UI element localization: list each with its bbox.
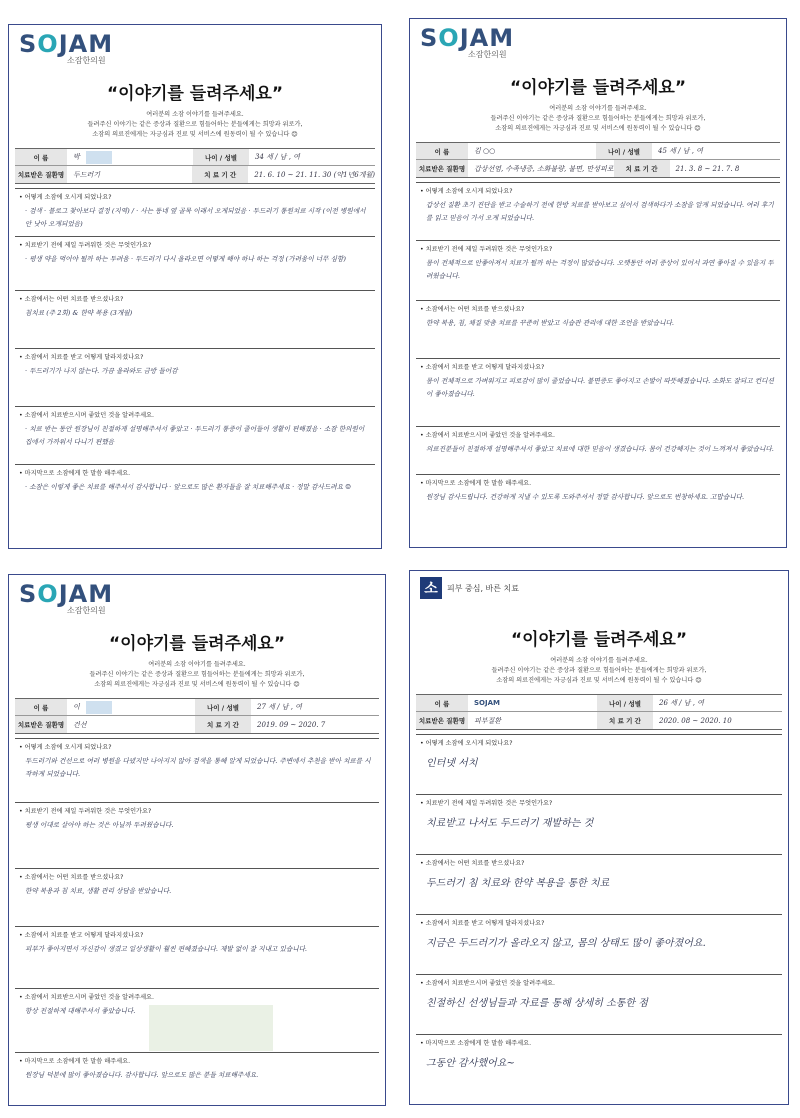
name-label: 이 름	[15, 149, 67, 165]
disease-label: 치료받은 질환명	[416, 160, 468, 177]
form-intro	[410, 656, 788, 686]
intro-line: 들려주신 이야기는 같은 증상과 질환으로 힘들어하는 분들에게는 희망과 위로가,	[490, 115, 706, 122]
answer-text: 지금은 두드러기가 올라오지 않고, 몸의 상태도 많이 좋아졌어요.	[426, 938, 706, 949]
answer-text: 치료받고 나서도 두드러기 재발하는 것	[426, 818, 594, 829]
question-block	[15, 738, 379, 802]
question-text: • 치료받기 전에 제일 두려워한 것은 무엇인가요?	[420, 800, 553, 807]
form-title: “이야기를 들려주세요”	[106, 84, 284, 104]
disease-value: 갑상선염, 수족냉증, 소화불량, 불면, 만성피로	[474, 164, 614, 173]
answer-text: 한약 복용, 침, 체질 맞춤 치료를 꾸준히 받았고 식습관 관리에 대한 조언을 받았습니다.	[426, 319, 675, 327]
patient-info-table	[416, 142, 780, 178]
answer-text: · 두드러기가 나지 않는다. 가끔 올라와도 금방 들어감	[25, 367, 178, 375]
clinic-logo	[9, 25, 381, 75]
answer-text: 갑상선 질환 초기 진단을 받고 수술하기 전에 한방 치료를 받아보고 싶어서 검색하다가 소잠을 알게 되었습니다. 여러 후기를 읽고 믿음이 가서 오게 되었습니다.	[426, 201, 774, 222]
logo-subtitle: 소잠한의원	[67, 56, 106, 65]
form-intro	[9, 660, 385, 690]
question-block	[15, 236, 375, 290]
question-text: • 마지막으로 소잠에게 한 말씀 해주세요.	[19, 470, 131, 477]
disease-value: 건선	[73, 720, 87, 729]
name-value: 이	[73, 703, 80, 711]
logo-text: SOJAM	[19, 30, 114, 58]
intro-line: 여러분의 소잠 이야기를 들려주세요.	[550, 657, 648, 664]
intro-line: 들려주신 이야기는 같은 증상과 질환으로 힘들어하는 분들에게는 희망과 위로가,	[89, 671, 305, 678]
patient-info-table	[416, 694, 782, 730]
name-label: 이 름	[416, 143, 468, 159]
redacted-area	[149, 1005, 273, 1051]
question-block	[416, 974, 782, 1034]
name-label: 이 름	[15, 699, 67, 715]
period-value: 21. 3. 8 ~ 21. 7. 8	[675, 164, 740, 173]
patient-info-table	[15, 698, 379, 734]
question-block	[15, 1052, 379, 1116]
form-title: “이야기를 들려주세요”	[108, 634, 286, 654]
question-text: • 소잠에서 치료를 받고 어떻게 달라지셨나요?	[19, 932, 144, 939]
answer-text: 두드러기와 건선으로 여러 병원을 다녔지만 나아지지 않아 검색을 통해 알게 되었습니다. 주변에서 추천을 받아 치료를 시작하게 되었습니다.	[25, 757, 371, 778]
answer-text	[19, 1005, 375, 1049]
answer-text: 인터넷 서치	[426, 758, 478, 769]
question-text: • 마지막으로 소잠에게 한 말씀 해주세요.	[420, 480, 532, 487]
answer-text: 그동안 감사했어요~	[426, 1058, 515, 1069]
question-text: • 치료받기 전에 제일 두려워한 것은 무엇인가요?	[420, 246, 553, 253]
question-text: • 소잠에서는 어떤 치료를 받으셨나요?	[19, 296, 124, 303]
intro-line: 여러분의 소잠 이야기를 들려주세요.	[549, 105, 647, 112]
answer-text: 피부가 좋아지면서 자신감이 생겼고 일상생활이 훨씬 편해졌습니다. 재발 없이 잘 지내고 있습니다.	[25, 945, 308, 953]
question-block	[416, 240, 780, 300]
age-value: 45 세 / 남 , 여	[658, 147, 703, 155]
clinic-logo	[410, 571, 788, 621]
intro-line: 들려주신 이야기는 같은 증상과 질환으로 힘들어하는 분들에게는 희망과 위로가,	[87, 121, 303, 128]
question-text: • 소잠에서는 어떤 치료를 받으셨나요?	[420, 860, 525, 867]
intro-line: 소잠의 의료진에게는 자긍심과 진료 및 서비스에 원동력이 될 수 있습니다 😊	[94, 681, 300, 688]
review-card-3	[8, 574, 386, 1106]
disease-label: 치료받은 질환명	[416, 712, 468, 729]
answer-text: 친절하신 선생님들과 자료를 통해 상세히 소통한 점	[426, 998, 648, 1009]
question-block	[416, 734, 782, 794]
question-block	[416, 1034, 782, 1094]
redacted-name	[86, 701, 112, 714]
answer-text: 몸이 전체적으로 안좋아져서 치료가 될까 하는 걱정이 많았습니다. 오랫동안 여러 증상이 있어서 과연 좋아질 수 있을지 두려웠습니다.	[426, 259, 774, 280]
disease-label: 치료받은 질환명	[15, 716, 67, 733]
question-block	[416, 794, 782, 854]
question-text: • 소잠에서 치료받으시며 좋았던 것을 알려주세요.	[420, 980, 555, 987]
question-block	[15, 868, 379, 926]
question-block	[416, 914, 782, 974]
name-value: 김 ○○	[474, 147, 496, 155]
form-title: “이야기를 들려주세요”	[509, 78, 687, 98]
stamp-logo: SOJAM	[474, 699, 500, 707]
logo-subtitle: 소잠한의원	[67, 606, 106, 615]
period-value: 21. 6. 10 ~ 21. 11. 30 (약1년6개월)	[254, 170, 375, 179]
answer-text: · 평생 약을 먹어야 될까 하는 두려움 · 두드러기 다시 올라오면 어떻게 해야 하나 하는 걱정 (가려움이 너무 심함)	[25, 255, 346, 263]
review-card-1	[8, 24, 382, 549]
intro-line: 여러분의 소잠 이야기를 들려주세요.	[148, 661, 246, 668]
question-block	[15, 188, 375, 236]
age-label: 나이 / 성별	[195, 699, 251, 715]
name-value: 박	[73, 153, 80, 161]
period-label: 치 료 기 간	[614, 160, 670, 177]
question-block	[416, 300, 780, 358]
answer-text: 원장님 감사드립니다. 건강하게 지낼 수 있도록 도와주셔서 정말 감사합니다. 앞으로도 번창하세요. 고맙습니다.	[426, 493, 745, 501]
question-block	[15, 406, 375, 464]
age-label: 나이 / 성별	[597, 695, 653, 711]
question-text: • 어떻게 소잠에 오시게 되었나요?	[19, 194, 112, 201]
question-text: • 마지막으로 소잠에게 한 말씀 해주세요.	[19, 1058, 131, 1065]
logo-mark: 소	[420, 577, 442, 599]
question-block	[416, 182, 780, 240]
age-value: 34 세 / 남 , 여	[255, 153, 300, 161]
intro-line: 들려주신 이야기는 같은 증상과 질환으로 힘들어하는 분들에게는 희망과 위로가,	[491, 667, 707, 674]
name-label: 이 름	[416, 695, 468, 711]
logo-tagline: 피부 중심, 바른 치료	[447, 583, 519, 593]
question-block	[15, 802, 379, 868]
question-block	[416, 854, 782, 914]
question-block	[15, 464, 375, 524]
question-text: • 소잠에서 치료받으시며 좋았던 것을 알려주세요.	[420, 432, 555, 439]
answer-text: 몸이 전체적으로 가벼워지고 피로감이 많이 줄었습니다. 불면증도 좋아지고 손발이 따뜻해졌습니다. 소화도 잘되고 컨디션이 좋아졌습니다.	[426, 377, 774, 398]
logo-text: SOJAM	[420, 24, 515, 52]
review-card-4	[409, 570, 789, 1105]
question-block	[416, 426, 780, 474]
review-card-2	[409, 18, 787, 548]
question-text: • 어떻게 소잠에 오시게 되었나요?	[420, 188, 513, 195]
question-text: • 소잠에서 치료를 받고 어떻게 달라지셨나요?	[420, 920, 545, 927]
question-text: • 소잠에서 치료받으시며 좋았던 것을 알려주세요.	[19, 412, 154, 419]
form-intro	[410, 104, 786, 134]
answer-text: · 검색 · 블로그 찾아보다 결정 (지역) / · 사는 동네 옆 골목 이래서 오게되었음 · 두드러기 통원치료 시작 (이전 병원에서 안 낫아 오게되었음)	[25, 207, 366, 228]
question-block	[15, 348, 375, 406]
answer-text: · 치료 받는 동안 원장님이 친절하게 설명해주셔서 좋았고 · 두드러기 통증이 줄어들어 생활이 편해졌음 · 소잠 한의원이 집에서 가까워서 다니기 편했음	[25, 425, 365, 446]
period-label: 치 료 기 간	[192, 166, 248, 183]
question-block	[15, 926, 379, 988]
answer-text: 침치료 (주 2회) & 한약 복용 (3개월)	[25, 309, 133, 317]
form-intro	[9, 110, 381, 140]
period-value: 2019. 09 ~ 2020. 7	[257, 720, 326, 729]
patient-info-table	[15, 148, 375, 184]
answer-text: 두드러기 침 치료와 한약 복용을 통한 치료	[426, 878, 610, 889]
clinic-logo	[9, 575, 385, 625]
question-block	[416, 358, 780, 426]
age-label: 나이 / 성별	[193, 149, 249, 165]
answer-text-line: 항상 친절하게 대해주셔서 좋았습니다.	[25, 1007, 136, 1015]
disease-label: 치료받은 질환명	[15, 166, 67, 183]
logo-subtitle: 소잠한의원	[468, 50, 507, 59]
age-value: 26 세 / 남 , 여	[659, 699, 704, 707]
question-block	[15, 290, 375, 348]
redacted-name	[86, 151, 112, 164]
answer-text: 원장님 덕분에 많이 좋아졌습니다. 감사합니다. 앞으로도 많은 분들 치료해주세요.	[25, 1071, 259, 1079]
question-text: • 소잠에서는 어떤 치료를 받으셨나요?	[420, 306, 525, 313]
form-title: “이야기를 들려주세요”	[510, 630, 688, 650]
question-text: • 마지막으로 소잠에게 한 말씀 해주세요.	[420, 1040, 532, 1047]
question-text: • 소잠에서 치료받으시며 좋았던 것을 알려주세요.	[19, 994, 154, 1001]
question-block	[15, 988, 379, 1052]
question-text: • 소잠에서 치료를 받고 어떻게 달라지셨나요?	[19, 354, 144, 361]
answer-text: · 소잠은 이렇게 좋은 치료를 해주셔서 감사합니다 · 앞으로도 많은 환자들을 잘 치료해주세요 · 정말 감사드려요 ☺	[25, 483, 351, 491]
question-block	[416, 474, 780, 534]
question-text: • 소잠에서는 어떤 치료를 받으셨나요?	[19, 874, 124, 881]
disease-value: 피부질환	[474, 716, 502, 725]
clinic-logo	[410, 19, 786, 69]
answer-text: 한약 복용과 침 치료, 생활 관리 상담을 받았습니다.	[25, 887, 172, 895]
period-label: 치 료 기 간	[597, 712, 653, 729]
question-text: • 어떻게 소잠에 오시게 되었나요?	[420, 740, 513, 747]
period-value: 2020. 08 ~ 2020. 10	[659, 716, 732, 725]
intro-line: 여러분의 소잠 이야기를 들려주세요.	[146, 111, 244, 118]
age-label: 나이 / 성별	[596, 143, 652, 159]
intro-line: 소잠의 의료진에게는 자긍심과 진료 및 서비스에 원동력이 될 수 있습니다 😊	[496, 677, 702, 684]
question-text: • 치료받기 전에 제일 두려워한 것은 무엇인가요?	[19, 242, 152, 249]
logo-text: SOJAM	[19, 580, 114, 608]
intro-line: 소잠의 의료진에게는 자긍심과 진료 및 서비스에 원동력이 될 수 있습니다 😊	[92, 131, 298, 138]
age-value: 27 세 / 남 , 여	[257, 703, 302, 711]
answer-text: 의료진분들이 친절하게 설명해주셔서 좋았고 치료에 대한 믿음이 생겼습니다. 몸이 건강해지는 것이 느껴져서 좋았습니다.	[426, 445, 774, 453]
question-text: • 치료받기 전에 제일 두려워한 것은 무엇인가요?	[19, 808, 152, 815]
intro-line: 소잠의 의료진에게는 자긍심과 진료 및 서비스에 원동력이 될 수 있습니다 😊	[495, 125, 701, 132]
question-text: • 어떻게 소잠에 오시게 되었나요?	[19, 744, 112, 751]
question-text: • 소잠에서 치료를 받고 어떻게 달라지셨나요?	[420, 364, 545, 371]
period-label: 치 료 기 간	[195, 716, 251, 733]
disease-value: 두드러기	[73, 170, 101, 179]
answer-text: 평생 이대로 살아야 하는 것은 아닐까 두려웠습니다.	[25, 821, 174, 829]
